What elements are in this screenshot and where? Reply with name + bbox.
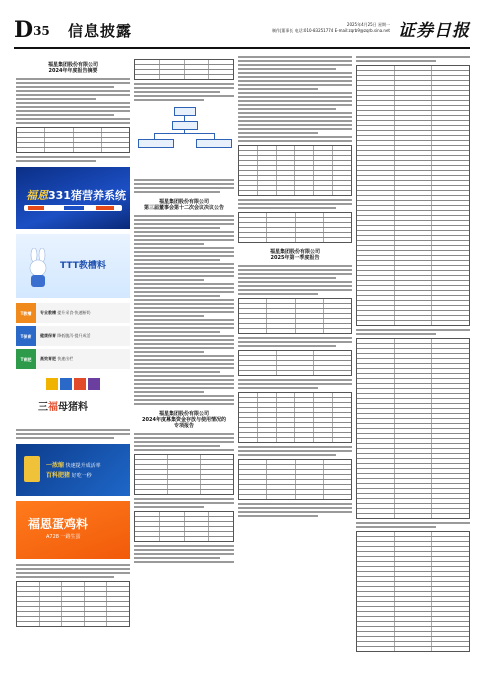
feed-bag-icon (24, 456, 40, 482)
ad-strip-fattening (16, 349, 130, 369)
ad-highlight: 福 (48, 402, 58, 413)
page-code (14, 18, 50, 42)
ad-strip-note: 提升采食·快速断奶 (57, 310, 91, 315)
data-table (16, 127, 130, 153)
data-table (238, 298, 352, 334)
data-table (134, 454, 234, 495)
ad-text: 好吃一秒 (71, 473, 92, 479)
section-title: 信息披露 (68, 22, 133, 40)
ad-strip-text: 专业教槽 (40, 310, 56, 315)
cash-flow-table (356, 531, 470, 652)
data-table (238, 459, 352, 500)
annual-report-title (16, 62, 130, 74)
ad-strip-text: 高效育肥 (40, 356, 56, 361)
page-letter: D (14, 17, 34, 43)
body-text (134, 215, 234, 405)
report-title: 2024年年度报告摘要 (48, 68, 98, 74)
header-rule (14, 47, 470, 49)
ad-strip-tag: T育肥 (16, 349, 36, 369)
data-table (134, 59, 234, 80)
body-text (238, 265, 352, 295)
newspaper-logo: 证券日报 (398, 21, 470, 41)
column-3 (238, 56, 352, 686)
data-table (238, 212, 352, 243)
ad-brand: 福恩 (26, 189, 48, 202)
company-name: 福星集团股份有限公司 (269, 249, 320, 255)
data-table (238, 392, 352, 443)
ad-strip-tag: T教槽 (16, 303, 36, 323)
ad-sow-feed (16, 374, 130, 424)
ad-headline: 福恩蛋鸡料 (28, 517, 89, 531)
ad-highlight: 百科肥猪 (46, 472, 71, 479)
masthead (14, 18, 470, 48)
ad-strip-nursery (16, 326, 130, 346)
special-report-title (134, 411, 234, 429)
ad-text: 快速提升成活率 (65, 463, 101, 469)
data-table (134, 511, 234, 542)
ownership-diagram (134, 105, 234, 175)
report-title-line-1: 2024年度募集资金存放与使用情况的 (142, 417, 226, 423)
report-title: 2025年第一季度报告 (270, 255, 320, 261)
column-1 (16, 56, 130, 686)
ad-headline: TTT教槽料 (60, 261, 106, 271)
column-2 (134, 56, 234, 686)
data-table (238, 145, 352, 196)
ad-highlight: 一浓缩 (46, 462, 65, 469)
company-name: 福星集团股份有限公司 (158, 199, 209, 205)
q1-report-title (238, 249, 352, 261)
data-table (238, 350, 352, 376)
ad-strip-creep (16, 303, 130, 323)
notice-title: 第三届董事会第十二次会议决议公告 (143, 205, 224, 211)
income-statement-table (356, 338, 470, 519)
issue-date: 2025年4月25日 星期一 (346, 22, 390, 27)
ad-strip-text: 健康保育 (40, 333, 56, 338)
ad-product-bar (24, 205, 122, 211)
company-name: 福星集团股份有限公司 (158, 411, 209, 417)
rabbit-mascot-icon (26, 248, 50, 288)
ad-strip-note: 降低腹泻·提升成活 (57, 333, 91, 338)
ad-headline: 母猪料 (58, 402, 88, 413)
ad-concentrate (16, 444, 130, 496)
ad-strip-note: 快速出栏 (57, 356, 74, 361)
ad-strip-tag: T保育 (16, 326, 36, 346)
balance-sheet-table (356, 65, 470, 326)
company-name: 福星集团股份有限公司 (47, 62, 98, 68)
issue-meta (272, 22, 390, 34)
ad-prefix: 三 (38, 402, 48, 413)
ad-ttt-creep-feed (16, 234, 130, 298)
column-4 (356, 56, 470, 686)
data-table (16, 581, 130, 627)
board-meeting-title (134, 199, 234, 211)
body-text (16, 78, 130, 124)
ad-331-pig-nutrition (16, 167, 130, 229)
ad-layer-feed (16, 501, 130, 559)
report-title-line-2: 专项报告 (173, 423, 194, 429)
body-text (238, 56, 352, 142)
page-number: 35 (33, 24, 50, 38)
ad-subline: A728 一路生蛋 (46, 534, 81, 540)
ad-headline: 331猪营养系统 (48, 189, 126, 202)
editor-contact: 制作|董事长 电话:010-83251774 E-mail:zqrb9@zqrb.sina.net (271, 28, 390, 33)
